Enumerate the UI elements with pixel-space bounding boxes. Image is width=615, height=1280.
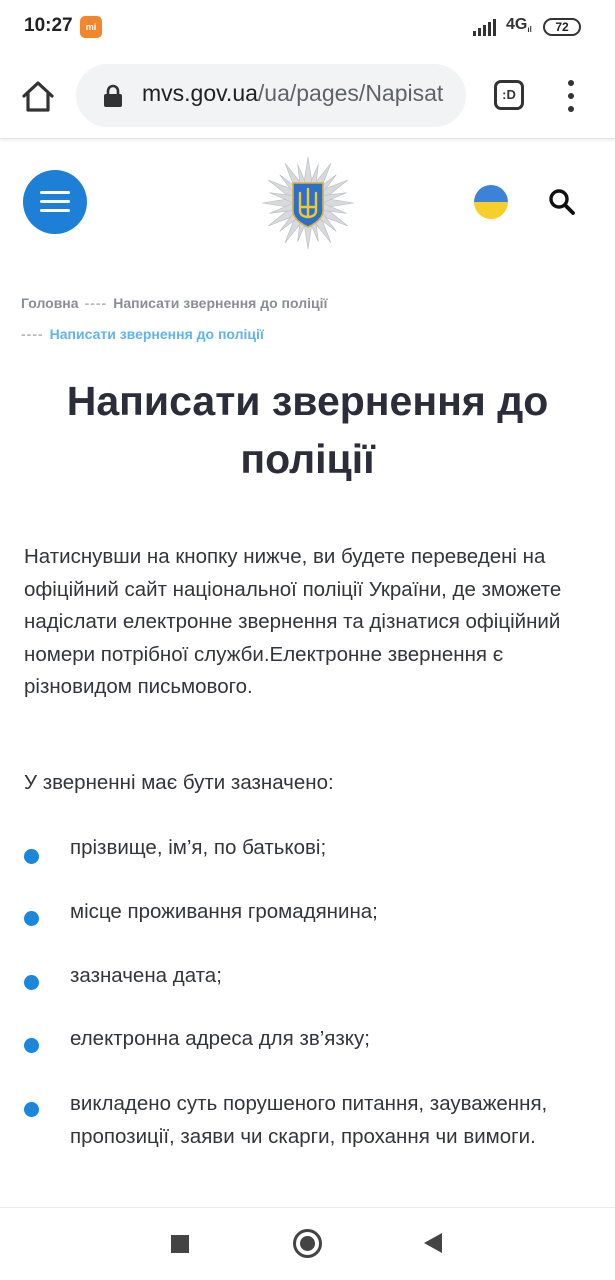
- browser-toolbar: [0, 55, 615, 139]
- recents-icon[interactable]: [171, 1235, 189, 1253]
- more-vert-icon[interactable]: [560, 78, 582, 114]
- battery-icon: [543, 18, 581, 36]
- home-circle-icon[interactable]: [293, 1229, 322, 1258]
- battery-level: 72: [555, 20, 569, 34]
- search-icon[interactable]: [547, 187, 577, 217]
- ukraine-flag-icon[interactable]: [474, 185, 508, 219]
- list-item-text: місце проживання громадянина;: [70, 900, 378, 923]
- breadcrumb-line-1: [21, 288, 601, 319]
- list-item-text: зазначена дата;: [70, 964, 222, 987]
- list-item-text: електронна адреса для зв’язку;: [70, 1027, 370, 1050]
- signal-strength-icon: [473, 18, 499, 36]
- network-type: 4Gıl: [506, 16, 532, 34]
- menu-icon[interactable]: [23, 170, 87, 234]
- address-bar[interactable]: [76, 64, 466, 127]
- status-time: 10:27: [24, 15, 73, 36]
- breadcrumb-home-link[interactable]: Головна: [21, 295, 79, 311]
- lock-icon: [103, 84, 123, 108]
- police-emblem[interactable]: [259, 155, 357, 251]
- breadcrumb-separator: ----: [21, 326, 44, 342]
- requirements-heading: У зверненні має бути зазначено:: [24, 771, 334, 794]
- bullet-icon: [24, 1102, 39, 1117]
- list-item-text: викладено суть порушеного питання, зауваження, пропозиції, заяви чи скарги, прохання чи вимоги.: [70, 1092, 548, 1148]
- tab-switcher-icon[interactable]: :D: [494, 80, 524, 110]
- status-bar: [0, 0, 615, 55]
- page-title: Написати звернення до поліції: [66, 378, 549, 482]
- intro-paragraph: Натиснувши на кнопку нижче, ви будете переведені на офіційний сайт національної поліції України, де зможете надіслати електронне звернення та дізнатися офіційний номери потрібної служби.Електронне звернення є різновидом письмового.: [24, 545, 562, 698]
- bullet-icon: [24, 911, 39, 926]
- breadcrumb-current: Написати звернення до поліції: [49, 326, 264, 342]
- bullet-icon: [24, 849, 39, 864]
- home-icon[interactable]: [18, 77, 58, 117]
- breadcrumb: [21, 288, 601, 350]
- bullet-icon: [24, 975, 39, 990]
- site-header: [0, 140, 615, 270]
- mi-notification-icon: mi: [80, 16, 102, 38]
- list-item-text: прізвище, ім’я, по батькові;: [70, 836, 327, 859]
- bullet-icon: [24, 1038, 39, 1053]
- breadcrumb-line-2: [21, 319, 601, 350]
- breadcrumb-separator: ----: [84, 295, 108, 311]
- system-nav-bar: [0, 1207, 615, 1280]
- breadcrumb-parent-link[interactable]: Написати звернення до поліції: [113, 295, 328, 311]
- url-text: mvs.gov.ua/ua/pages/Napisat: [142, 80, 444, 106]
- back-icon[interactable]: [424, 1233, 442, 1253]
